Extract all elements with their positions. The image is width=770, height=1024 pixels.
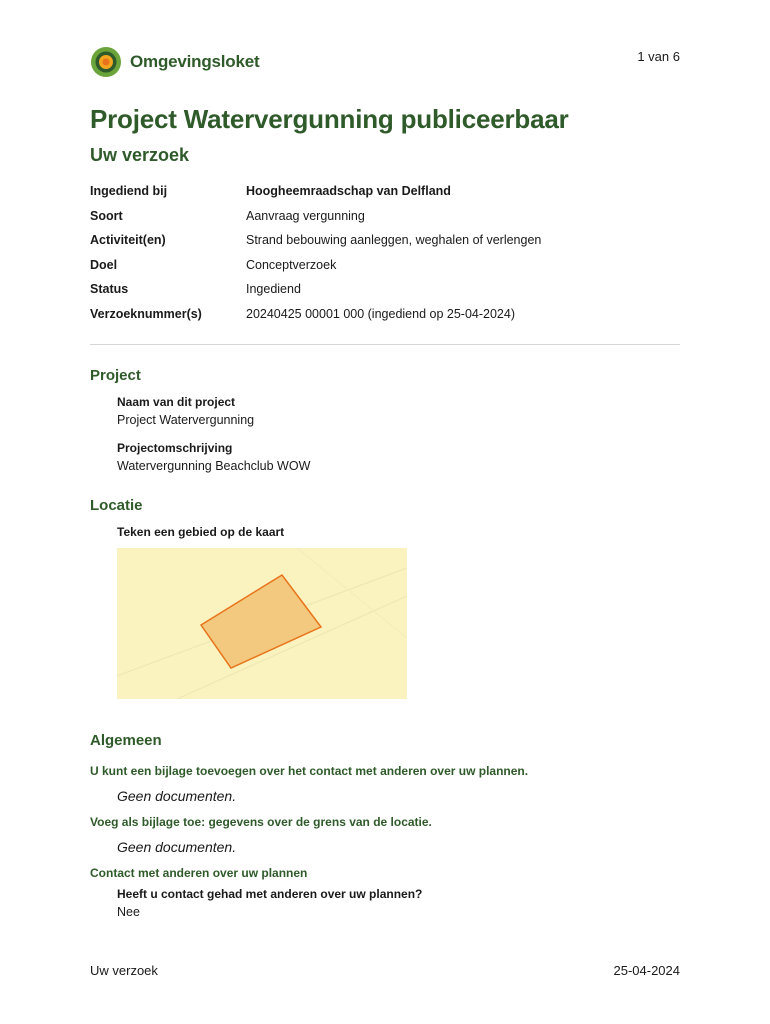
detail-value: Aanvraag vergunning — [246, 208, 365, 223]
detail-value: Hoogheemraadschap van Delfland — [246, 184, 451, 198]
map-label: Teken een gebied op de kaart — [117, 525, 285, 539]
attachment-question-contact: U kunt een bijlage toevoegen over het contact met anderen over uw plannen. — [90, 764, 529, 778]
detail-label: Doel — [90, 257, 118, 272]
project-description-label: Projectomschrijving — [117, 441, 233, 455]
section-heading-general: Algemeen — [90, 732, 162, 749]
project-description-value: Watervergunning Beachclub WOW — [117, 459, 311, 473]
detail-row — [90, 282, 680, 307]
section-heading-location: Locatie — [90, 497, 143, 514]
page-title: Project Watervergunning publiceerbaar — [90, 104, 569, 134]
project-name-label: Naam van dit project — [117, 395, 236, 409]
detail-row — [90, 258, 680, 283]
section-divider — [90, 344, 680, 345]
location-map — [117, 548, 407, 699]
attachment-answer-boundary: Geen documenten. — [117, 839, 237, 855]
footer-section-name: Uw verzoek — [90, 963, 158, 978]
contact-question: Heeft u contact gehad met anderen over uw plannen? — [117, 887, 423, 901]
page-indicator: 1 van 6 — [637, 49, 680, 64]
brand-name: Omgevingsloket — [130, 52, 260, 71]
detail-value: Conceptverzoek — [246, 257, 337, 272]
detail-row — [90, 233, 680, 258]
omgevingsloket-logo — [90, 46, 259, 78]
request-details-table — [90, 184, 680, 331]
logo-sun-icon — [90, 46, 122, 78]
contact-heading: Contact met anderen over uw plannen — [90, 866, 308, 880]
project-name-value: Project Watervergunning — [117, 413, 255, 427]
detail-value: 20240425 00001 000 (ingediend op 25-04-2024) — [246, 306, 515, 321]
detail-label: Status — [90, 282, 129, 296]
footer-date: 25-04-2024 — [613, 963, 680, 978]
detail-label: Activiteit(en) — [90, 233, 166, 247]
detail-row — [90, 209, 680, 234]
contact-answer: Nee — [117, 905, 140, 919]
detail-value: Strand bebouwing aanleggen, weghalen of verlengen — [246, 233, 542, 247]
detail-value: Ingediend — [246, 282, 301, 296]
attachment-question-boundary: Voeg als bijlage toe: gegevens over de grens van de locatie. — [90, 815, 432, 829]
section-heading-project: Project — [90, 367, 141, 384]
attachment-answer-contact: Geen documenten. — [117, 788, 237, 804]
detail-row — [90, 307, 680, 332]
detail-row — [90, 184, 680, 209]
detail-label: Ingediend bij — [90, 184, 168, 198]
section-heading-request: Uw verzoek — [90, 145, 190, 165]
detail-label: Soort — [90, 208, 123, 223]
detail-label: Verzoeknummer(s) — [90, 306, 202, 321]
